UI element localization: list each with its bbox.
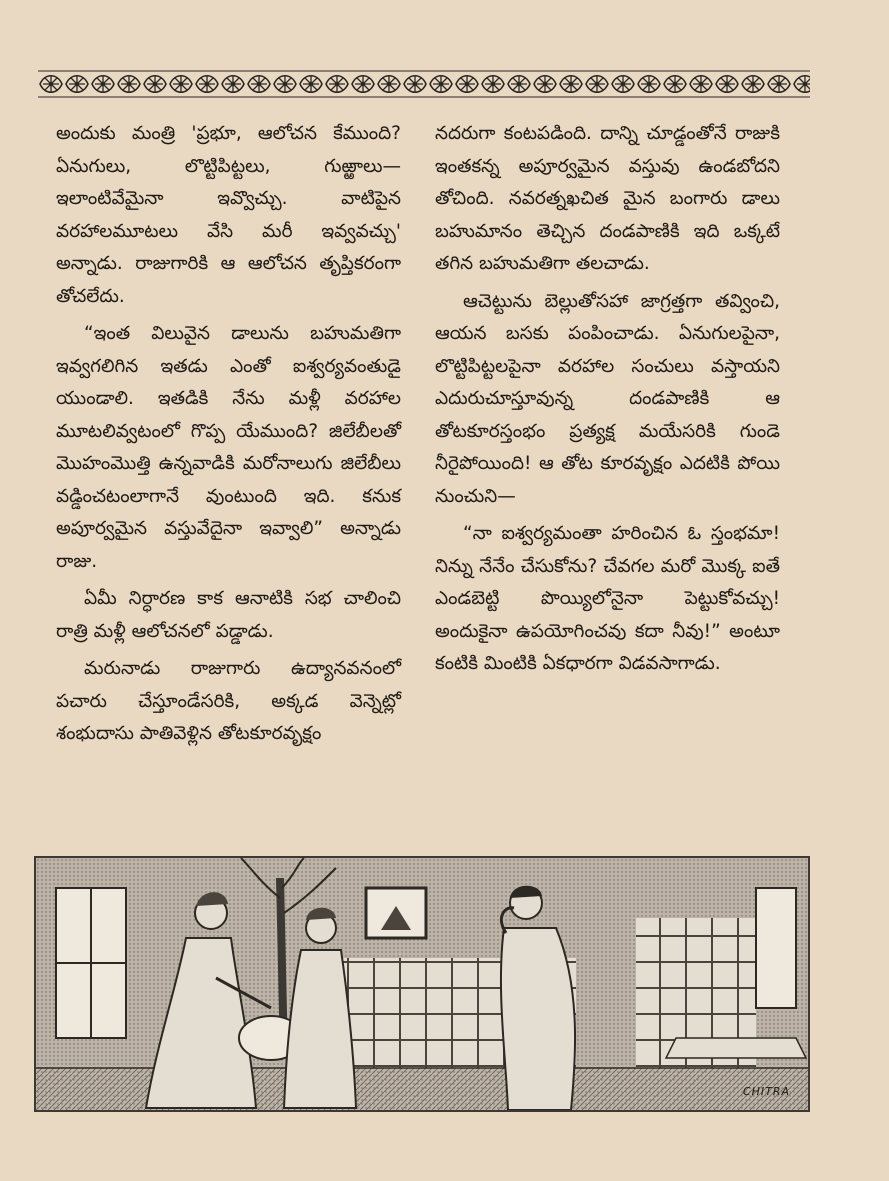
paragraph: నదరుగా కంటపడింది. దాన్ని చూడ్డంతోనే రాజుకి ఇంతకన్న అపూర్వమైన వస్తువు ఉండబోదని తోచింది. నవరత్నఖచిత మైన బంగారు డాలు బహుమానం తెచ్చిన దండపాణికి ఇది ఒక్కటే తగిన బహుమతిగా తలచాడు. — [435, 123, 780, 274]
left-text-column — [56, 118, 401, 751]
artist-signature: CHITRA — [742, 1085, 790, 1098]
paragraph: “నా ఐశ్వర్యమంతా హరించిన ఓ స్తంభమా! నిన్ను నేనేం చేసుకోను? చేవగల మరో మొక్క ఐతే ఎండబెట్టి పొయ్యిలోనైనా పెట్టుకోవచ్చు! అందుకైనా ఉపయోగించవు కదా నీవు!” అంటూ కంటికి మింటికి ఏకధారగా విడవసాగాడు. — [435, 523, 780, 674]
paragraph: అందుకు మంత్రి 'ప్రభూ, ఆలోచన కేముంది? ఏనుగులు, లొట్టిపిట్టలు, గుఱ్ఱాలు—ఇలాంటివేమైనా ఇవ్వొచ్చు. వాటిపైన వరహాలమూటలు వేసి మరీ ఇవ్వవచ్చు' అన్నాడు. రాజుగారికి ఆ ఆలోచన తృప్తికరంగా తోచలేదు. — [56, 123, 401, 307]
paragraph: ఏమీ నిర్ధారణ కాక ఆనాటికి సభ చాలించి రాత్రి మళ్లీ ఆలోచనలో పడ్డాడు. — [56, 588, 401, 642]
paragraph: మరునాడు రాజుగారు ఉద్యానవనంలో పచారు చేస్తూండేసరికి, అక్కడ వెన్నెట్లో శంభుదాసు పాతివెళ్లిన తోటకూరవృక్షం — [56, 658, 401, 744]
paragraph: ఆచెట్టును బెల్లుతోసహా జాగ్రత్తగా తవ్వించి, ఆయన బసకు పంపించాడు. ఏనుగులపైనా, లొట్టిపిట్టలపైనా వరహాల సంచులు వస్తాయని ఎదురుచూస్తూవున్న దండపాణికి ఆ తోటకూరస్తంభం ప్రత్యక్ష మయేసరికి గుండె నీరైపోయింది! ఆ తోట కూరవృక్షం ఎదటికి పోయి నుంచుని— — [435, 290, 780, 507]
story-illustration — [34, 856, 810, 1112]
decorative-border — [38, 70, 810, 98]
right-text-column — [435, 118, 780, 681]
paragraph: “ఇంత విలువైన డాలును బహుమతిగా ఇవ్వగలిగిన ఇతడు ఎంతో ఐశ్వర్యవంతుడై యుండాలి. ఇతడికి నేను మళ్లీ వరహాల మూటలివ్వటంలో గొప్ప యేముంది? జిలేబీలతో మొహంమొత్తి ఉన్నవాడికి మరోనాలుగు జిలేబీలు వడ్డించటంలాగానే వుంటుంది ఇది. కనుక అపూర్వమైన వస్తువేదైనా ఇవ్వాలి” అన్నాడు రాజు. — [56, 323, 401, 572]
